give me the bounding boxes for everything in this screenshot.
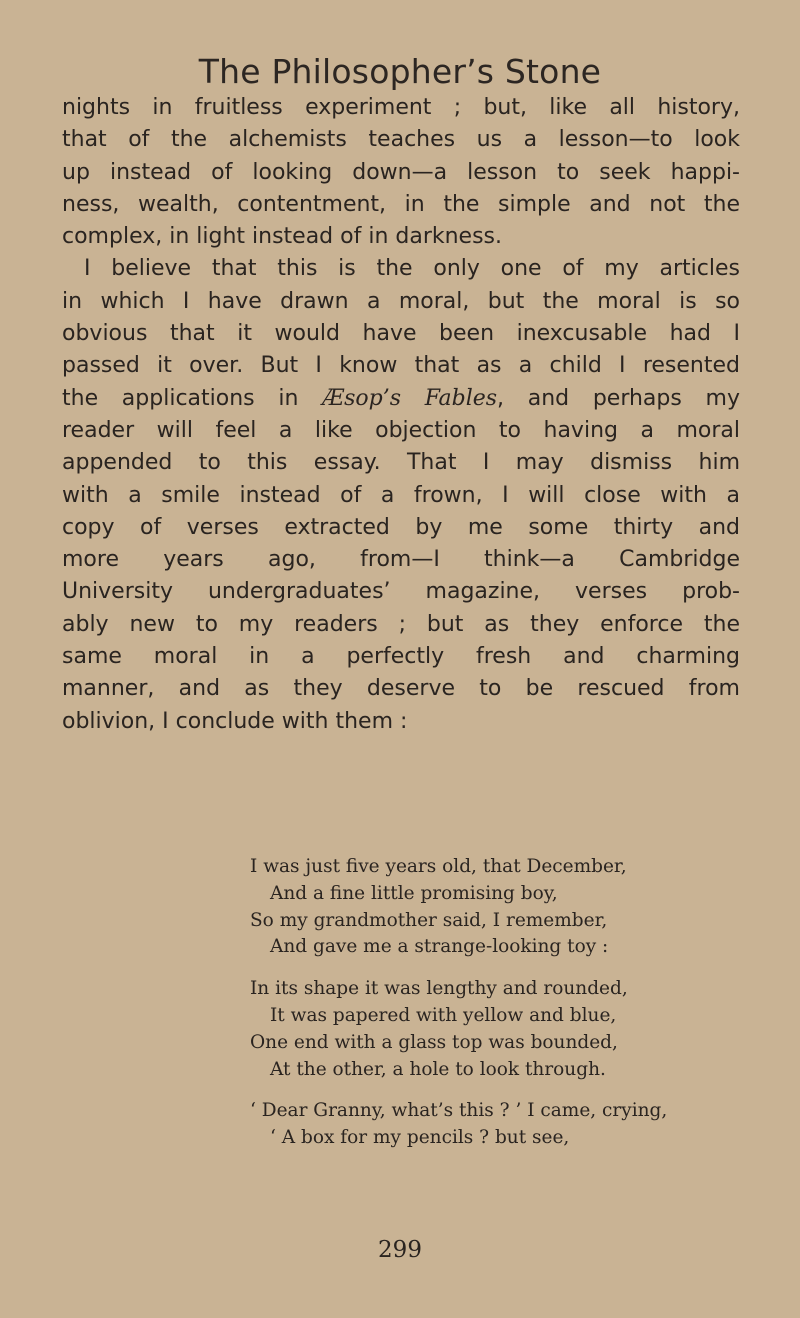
prose-line: reader will feel a like objection to having a moral <box>62 417 740 443</box>
verse-line: ‘ A box for my pencils ? but see, <box>270 1127 570 1149</box>
prose-line: more years ago, from—I think—a Cambridge <box>62 547 740 573</box>
prose-line: nights in fruitless experiment ; but, like all history, <box>62 95 740 120</box>
prose-line: complex, in light instead of in darkness. <box>62 224 503 250</box>
prose-line-with-title <box>62 383 740 415</box>
prose-fragment: , and perhaps my <box>497 385 740 411</box>
prose-fragment: the applications in <box>62 385 299 411</box>
verse-line: And a fine little promising boy, <box>270 882 558 904</box>
verse-line: It was papered with yellow and blue, <box>270 1004 617 1026</box>
prose-line: with a smile instead of a frown, I will close with a <box>62 482 740 508</box>
prose-line: up instead of looking down—a lesson to seek happi- <box>62 159 740 185</box>
book-title: Æsop’s Fables <box>322 385 498 411</box>
stanza <box>0 854 800 961</box>
prose-line: copy of verses extracted by me some thirty and <box>62 514 740 540</box>
verse-line: At the other, a hole to look through. <box>270 1058 606 1080</box>
verse-line: ‘ Dear Granny, what’s this ? ’ I came, crying, <box>250 1100 668 1122</box>
prose-line: in which I have drawn a moral, but the moral is so <box>62 288 740 314</box>
stanza <box>0 1098 800 1152</box>
prose-line: I believe that this is the only one of my articles <box>84 256 740 282</box>
prose-paragraphs <box>62 92 740 738</box>
poem <box>0 854 800 1167</box>
verse-line: So my grandmother said, I remember, <box>250 909 608 931</box>
page-number: 299 <box>378 1237 422 1263</box>
prose-line: that of the alchemists teaches us a lesson—to look <box>62 127 740 153</box>
prose-line: obvious that it would have been inexcusable had I <box>62 321 740 347</box>
prose-line: passed it over. But I know that as a child I resented <box>62 353 740 379</box>
prose-line: University undergraduates’ magazine, verses prob- <box>62 579 740 605</box>
running-head: The Philosopher’s Stone <box>198 52 602 91</box>
verse-line: I was just five years old, that December, <box>250 856 627 877</box>
prose-line: manner, and as they deserve to be rescued from <box>62 676 740 702</box>
stanza <box>0 976 800 1083</box>
prose-line: ably new to my readers ; but as they enforce the <box>62 611 740 637</box>
verse-line: One end with a glass top was bounded, <box>250 1031 618 1053</box>
prose-line: oblivion, I conclude with them : <box>62 708 408 734</box>
prose-line: appended to this essay. That I may dismiss him <box>62 450 740 476</box>
verse-line: And gave me a strange-looking toy : <box>270 936 609 958</box>
prose-line: same moral in a perfectly fresh and charming <box>62 644 740 670</box>
prose-line: ness, wealth, contentment, in the simple and not the <box>62 191 740 217</box>
verse-line: In its shape it was lengthy and rounded, <box>250 978 628 1000</box>
